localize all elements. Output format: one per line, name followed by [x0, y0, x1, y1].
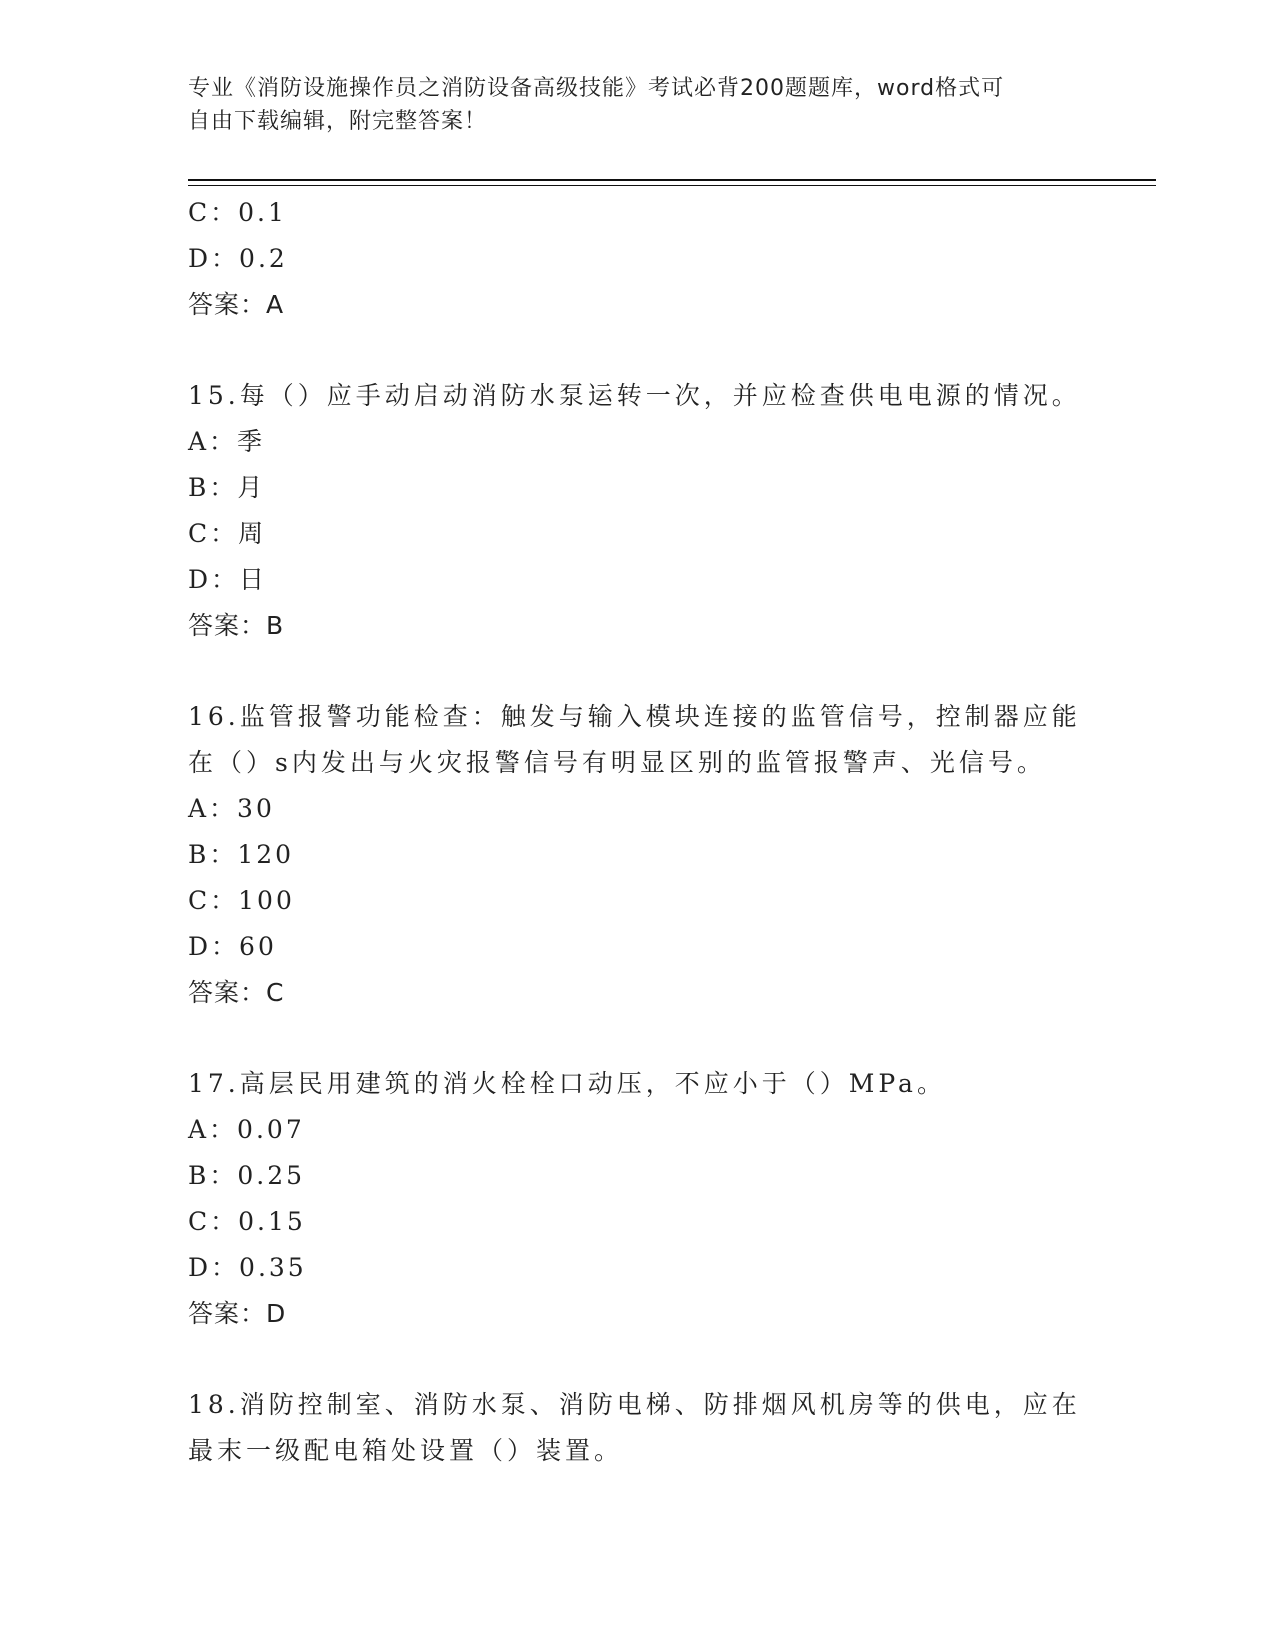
header-line-2: 自由下载编辑，附完整答案！: [188, 109, 488, 134]
answer-label: 答案：A: [188, 290, 285, 319]
question-18: [188, 1382, 1088, 1474]
question-17: [188, 1061, 1088, 1337]
option-d: D：0.2: [188, 244, 288, 273]
question-list: [188, 190, 1088, 1474]
header-divider-thin: [188, 185, 1156, 186]
question-stem-line-1: 18.消防控制室、消防水泵、消防电梯、防排烟风机房等的供电，应在: [188, 1390, 1081, 1419]
document-header: [188, 72, 1068, 138]
option-a: A：30: [188, 794, 275, 823]
option-b: B：120: [188, 840, 295, 869]
question-15: [188, 373, 1088, 649]
header-divider-thick: [188, 179, 1156, 181]
option-b: B：月: [188, 473, 266, 502]
question-16: [188, 694, 1088, 1016]
option-b: B：0.25: [188, 1161, 306, 1190]
answer-label: 答案：D: [188, 1299, 287, 1328]
option-a: A：0.07: [188, 1115, 305, 1144]
option-d: D：60: [188, 932, 277, 961]
option-d: D：0.35: [188, 1253, 307, 1282]
answer-label: 答案：B: [188, 611, 285, 640]
option-c: C：100: [188, 886, 295, 915]
option-c: C：0.15: [188, 1207, 306, 1236]
question-stem-line-2: 最末一级配电箱处设置（）装置。: [188, 1436, 624, 1465]
option-c: C：周: [188, 519, 267, 548]
option-d: D：日: [188, 565, 268, 594]
question-stem: 17.高层民用建筑的消火栓栓口动压，不应小于（）MPa。: [188, 1069, 946, 1098]
header-line-1: 专业《消防设施操作员之消防设备高级技能》考试必背200题题库，word格式可: [188, 76, 1005, 101]
question-stem-line-1: 16.监管报警功能检查：触发与输入模块连接的监管信号，控制器应能: [188, 702, 1081, 731]
question-14-tail: [188, 190, 1088, 328]
option-c: C：0.1: [188, 198, 287, 227]
option-a: A：季: [188, 427, 266, 456]
question-stem: 15.每（）应手动启动消防水泵运转一次，并应检查供电电源的情况。: [188, 381, 1081, 410]
question-stem-line-2: 在（）s内发出与火灾报警信号有明显区别的监管报警声、光信号。: [188, 748, 1046, 777]
answer-label: 答案：C: [188, 978, 285, 1007]
